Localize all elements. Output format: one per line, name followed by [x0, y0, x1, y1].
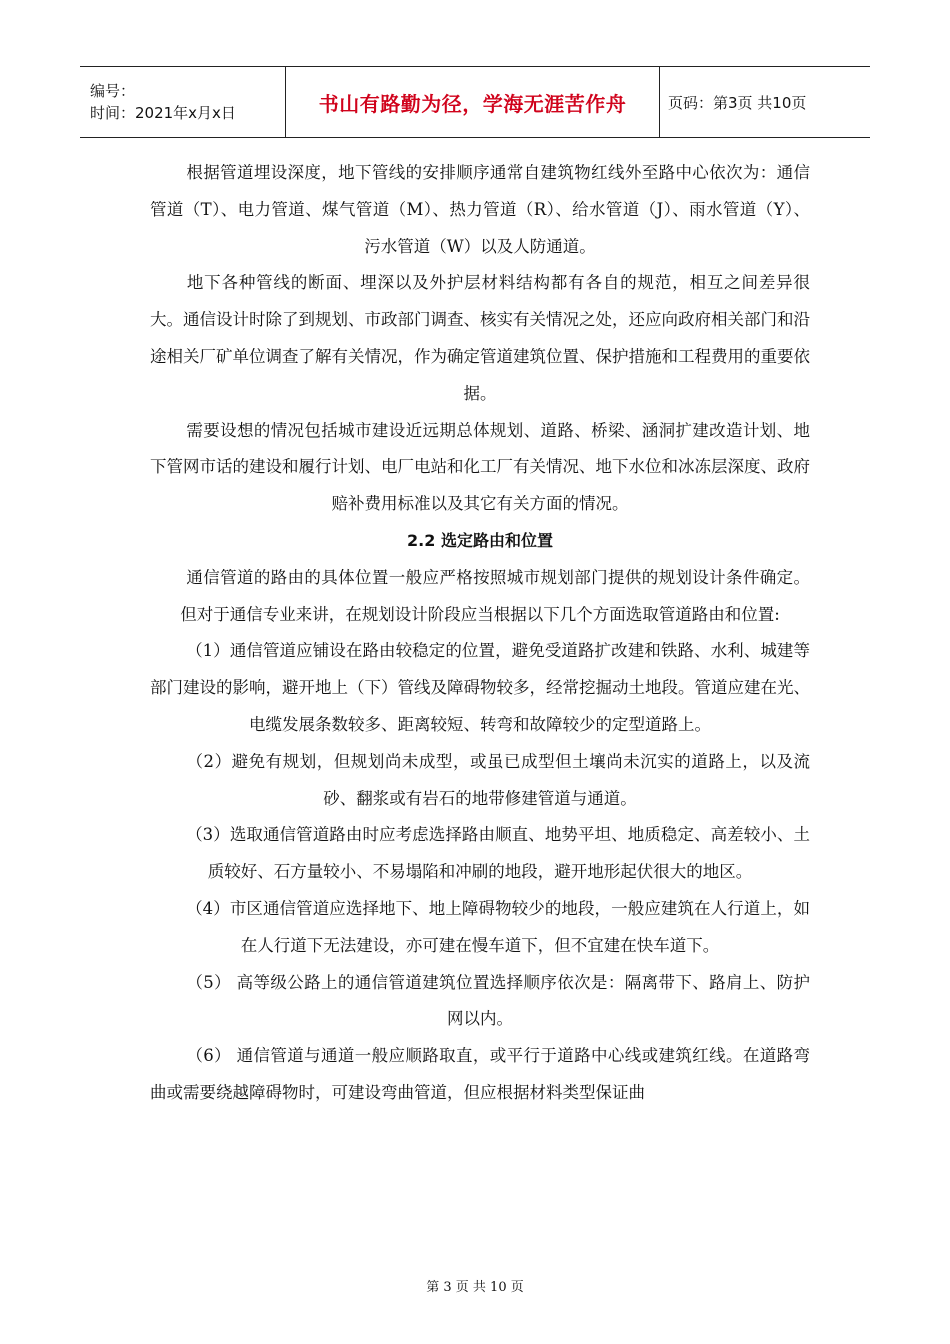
- header-page-code-cell: [660, 67, 870, 137]
- document-date-label: 时间：2021年x月x日: [90, 104, 236, 122]
- document-number-label: 编号：: [90, 82, 136, 100]
- body-paragraph: 需要设想的情况包括城市建设近远期总体规划、道路、桥梁、涵洞扩建改造计划、地下管网市话的建设和履行计划、电厂电站和化工厂有关情况、地下水位和冰冻层深度、政府赔补费用标准以及其它有关方面的情况。: [150, 420, 810, 514]
- body-paragraph: （5） 高等级公路上的通信管道建筑位置选择顺序依次是：隔离带下、路肩上、防护网以内。: [186, 972, 810, 1029]
- header-page-code: 页码：第3页 共10页: [668, 93, 807, 112]
- document-header: [80, 66, 870, 138]
- page-footer: 第 3 页 共 10 页: [426, 1280, 524, 1295]
- body-paragraph: 根据管道埋设深度，地下管线的安排顺序通常自建筑物红线外至路中心依次为：通信管道（T）、电力管道、煤气管道（M）、热力管道（R）、给水管道（J）、雨水管道（Y）、污水管道（W）以及人防通道。: [150, 163, 810, 256]
- header-slogan-cell: [285, 67, 660, 137]
- header-slogan: 书山有路勤为径，学海无涯苦作舟: [318, 91, 627, 116]
- body-paragraph: 地下各种管线的断面、埋深以及外护层材料结构都有各自的规范，相互之间差异很大。通信设计时除了到规划、市政部门调查、核实有关情况之处，还应向政府相关部门和沿途相关厂矿单位调查了解有关情况，作为确定管道建筑位置、保护措施和工程费用的重要依据。: [150, 273, 810, 403]
- header-meta: [80, 67, 285, 137]
- body-paragraph: 通信管道的路由的具体位置一般应严格按照城市规划部门提供的规划设计条件确定。但对于通信专业来讲，在规划设计阶段应当根据以下几个方面选取管道路由和位置:: [180, 567, 810, 624]
- body-paragraph: （1）通信管道应铺设在路由较稳定的位置，避免受道路扩改建和铁路、水利、城建等部门建设的影响，避开地上（下）管线及障碍物较多，经常挖掘动土地段。管道应建在光、电缆发展条数较多、距离较短、转弯和故障较少的定型道路上。: [150, 641, 810, 734]
- body-paragraph: （4）市区通信管道应选择地下、地上障碍物较少的地段，一般应建筑在人行道上，如在人行道下无法建设，亦可建在慢车道下，但不宜建在快车道下。: [186, 898, 810, 955]
- section-heading: 2.2 选定路由和位置: [407, 530, 553, 550]
- document-body: [150, 155, 810, 1112]
- body-paragraph: （2）避免有规划，但规划尚未成型，或虽已成型但土壤尚未沉实的道路上，以及流砂、翻浆或有岩石的地带修建管道与通道。: [186, 751, 810, 808]
- body-paragraph: （3）选取通信管道路由时应考虑选择路由顺直、地势平坦、地质稳定、高差较小、土质较好、石方量较小、不易塌陷和冲刷的地段，避开地形起伏很大的地区。: [186, 825, 810, 882]
- body-paragraph: （6） 通信管道与通道一般应顺路取直，或平行于道路中心线或建筑红线。在道路弯曲或需要绕越障碍物时，可建设弯曲管道，但应根据材料类型保证曲: [150, 1046, 810, 1102]
